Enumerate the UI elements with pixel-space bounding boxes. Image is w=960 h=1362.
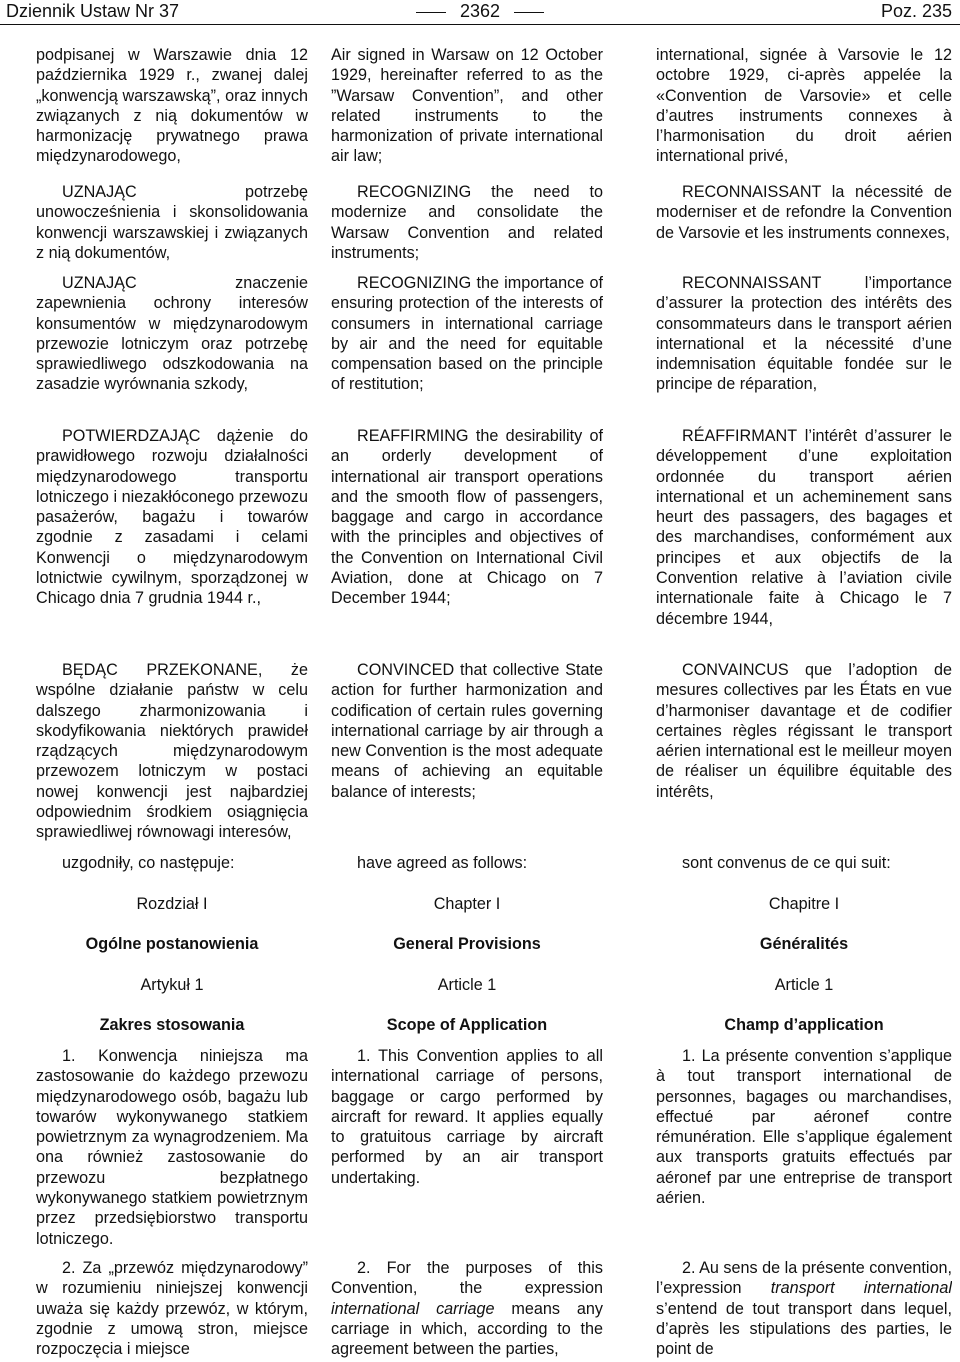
pl-recital-4: BĘDĄC PRZEKONANE, że wspólne działanie państw w celu dalszego zharmonizowania i skodyfikowania niektórych prawideł rządzących międzynarodowym przewozem lotniczym w postaci nowej konwencji jest najbardziej odpowiednim środkiem osiągnięcia sprawiedliwej równowagi interesów,: [36, 661, 308, 842]
journal-title: Dziennik Ustaw Nr 37: [6, 1, 180, 21]
pl-intro: podpisanej w Warszawie dnia 12 października 1929 r., zwanej dalej „konwencją warszawską”, oraz innych związanych z nią dokumentów w harmonizację prywatnego prawa międzynarodowego,: [36, 46, 308, 166]
en-recital-3: REAFFIRMING the desirability of an orderly development of international air transport operations and the smooth flow of passengers, baggage and cargo in accordance with the principles and objectives of the Convention on International Civil Aviation, done at Chicago on 7 December 1944;: [331, 427, 603, 608]
header-rule: [0, 24, 960, 25]
fr-paragraph-2: [656, 1258, 952, 1359]
en-article-title: Scope of Application: [386, 1016, 548, 1034]
fr-paragraph-2-end: s’entend de tout transport dans lequel, d’après les stipulations des parties, le point de: [656, 1299, 952, 1359]
pl-recital-2: UZNAJĄC znaczenie zapewnienia ochrony interesów konsumentów w międzynarodowym przewozie lotniczym oraz potrzebę sprawiedliwego odszkodowania na zasadzie wyrównania szkody,: [36, 274, 308, 394]
polish-column: [36, 45, 308, 1360]
fr-recital-3: RÉAFFIRMANT l’intérêt d’assurer le développement d’une exploitation ordonnée du transport aérien international et un acheminement sans heurt des passagers, des bagages et des marchandises, conformément aux principes et aux objectifs de la Convention relative à l’aviation civile internationale faite à Chicago le 7 décembre 1944,: [656, 427, 952, 628]
page-header: [0, 0, 960, 26]
en-recital-2: RECOGNIZING the importance of ensuring protection of the interests of consumers in international carriage by air and the need for equitable compensation based on the principle of restitution;: [331, 274, 603, 394]
pl-article: Artykuł 1: [140, 976, 204, 994]
en-chapter-title: General Provisions: [393, 935, 541, 953]
fr-article: Article 1: [774, 976, 834, 994]
pl-paragraph-1: 1. Konwencja niniejsza ma zastosowanie do każdego przewozu międzynarodowego osób, bagażu lub towarów wykonywanego statkiem powietrznym za wynagrodzeniem. Ma ona również zastosowanie do przewozu bezpłatnego wykonywanego statkiem powietrznym przez przedsiębiorstwo transportu lotniczego.: [36, 1047, 308, 1248]
page-number: 2362: [459, 1, 501, 21]
fr-recital-2: RECONNAISSANT l’importance d’assurer la protection des intérêts des consommateurs dans le transport aérien international et la nécessité d’une indemnisation équitable fondée sur le principe de réparation,: [656, 274, 952, 394]
pl-recital-1: UZNAJĄC potrzebę unowocześnienia i skonsolidowania konwencji warszawskiej i związanych z nią dokumentów,: [36, 183, 308, 262]
fr-chapter-title: Généralités: [759, 935, 849, 953]
fr-agreed: sont convenus de ce qui suit:: [682, 854, 891, 872]
fr-intro: international, signée à Varsovie le 12 octobre 1929, ci-après appelée la «Convention de Varsovie» et celle d’autres instruments connexes à l’harmonisation du droit aérien international privé,: [656, 46, 952, 166]
fr-paragraph-1: 1. La présente convention s’applique à tout transport international de personnes, bagages ou marchandises, effectué par aéronef contre rémunération. Elle s’applique également aux transports gratuits effectués par aéronef par une entreprise de transport aérien.: [656, 1047, 952, 1208]
en-chapter: Chapter I: [433, 895, 501, 913]
fr-chapter: Chapitre I: [768, 895, 840, 913]
fr-paragraph-2-start: 2. Au sens de la présente convention, l’expression: [656, 1259, 952, 1298]
page-number-box: [0, 0, 960, 22]
en-agreed: have agreed as follows:: [357, 854, 528, 872]
en-paragraph-1: 1. This Convention applies to all international carriage of persons, baggage or cargo performed by aircraft for reward. It applies equally to gratuitous carriage by aircraft performed by an air transport undertaking.: [331, 1047, 603, 1187]
dash-left: [416, 12, 446, 13]
pl-chapter: Rozdział I: [136, 895, 208, 913]
fr-recital-1: RECONNAISSANT la nécessité de moderniser et de refondre la Convention de Varsovie et les instruments connexes,: [656, 183, 952, 242]
en-intro: Air signed in Warsaw on 12 October 1929, hereinafter referred to as the ”Warsaw Convention”, and other related instruments to the harmonization of private international air law;: [331, 46, 603, 166]
en-paragraph-2: [331, 1258, 603, 1359]
pl-recital-3: POTWIERDZAJĄC dążenie do prawidłowego rozwoju działalności międzynarodowego transportu lotniczego i niezakłóconego przewozu pasażerów, bagażu i towarów zgodnie z zasadami i celami Konwencji o międzynarodowym lotnictwie cywilnym, sporządzonej w Chicago dnia 7 grudnia 1944 r.,: [36, 427, 308, 608]
position-number: Poz. 235: [880, 1, 952, 21]
dash-right: [514, 12, 544, 13]
en-recital-4: CONVINCED that collective State action for further harmonization and codification of certain rules governing international carriage by air through a new Convention is the most adequate means of achieving an equitable balance of interests;: [331, 661, 603, 801]
en-paragraph-2-term: international carriage: [331, 1299, 495, 1318]
pl-article-title: Zakres stosowania: [99, 1016, 245, 1034]
fr-paragraph-2-term: transport international: [770, 1279, 952, 1298]
en-recital-1: RECOGNIZING the need to modernize and consolidate the Warsaw Convention and related instruments;: [331, 183, 603, 262]
pl-chapter-title: Ogólne postanowienia: [85, 935, 259, 953]
pl-agreed: uzgodniły, co następuje:: [62, 854, 235, 872]
en-article: Article 1: [437, 976, 497, 994]
en-paragraph-2-start: 2. For the purposes of this Convention, the expression: [331, 1259, 603, 1298]
en-paragraph-2-end: means any carriage in which, according to the agreement between the parties,: [331, 1299, 603, 1359]
english-column: [331, 45, 603, 1360]
fr-article-title: Champ d’application: [724, 1016, 884, 1034]
pl-paragraph-2: 2. Za „przewóz międzynarodowy” w rozumieniu niniejszej konwencji uważa się każdy przewóz, w którym, zgodnie z umową stron, miejsce rozpoczęcia i miejsce: [36, 1259, 308, 1359]
french-column: [656, 45, 952, 1360]
fr-recital-4: CONVAINCUS que l’adoption de mesures collectives par les États en vue d’harmoniser davantage et de codifier certaines règles régissant le transport aérien international est le meilleur moyen de réaliser un équilibre équitable des intérêts,: [656, 661, 952, 801]
